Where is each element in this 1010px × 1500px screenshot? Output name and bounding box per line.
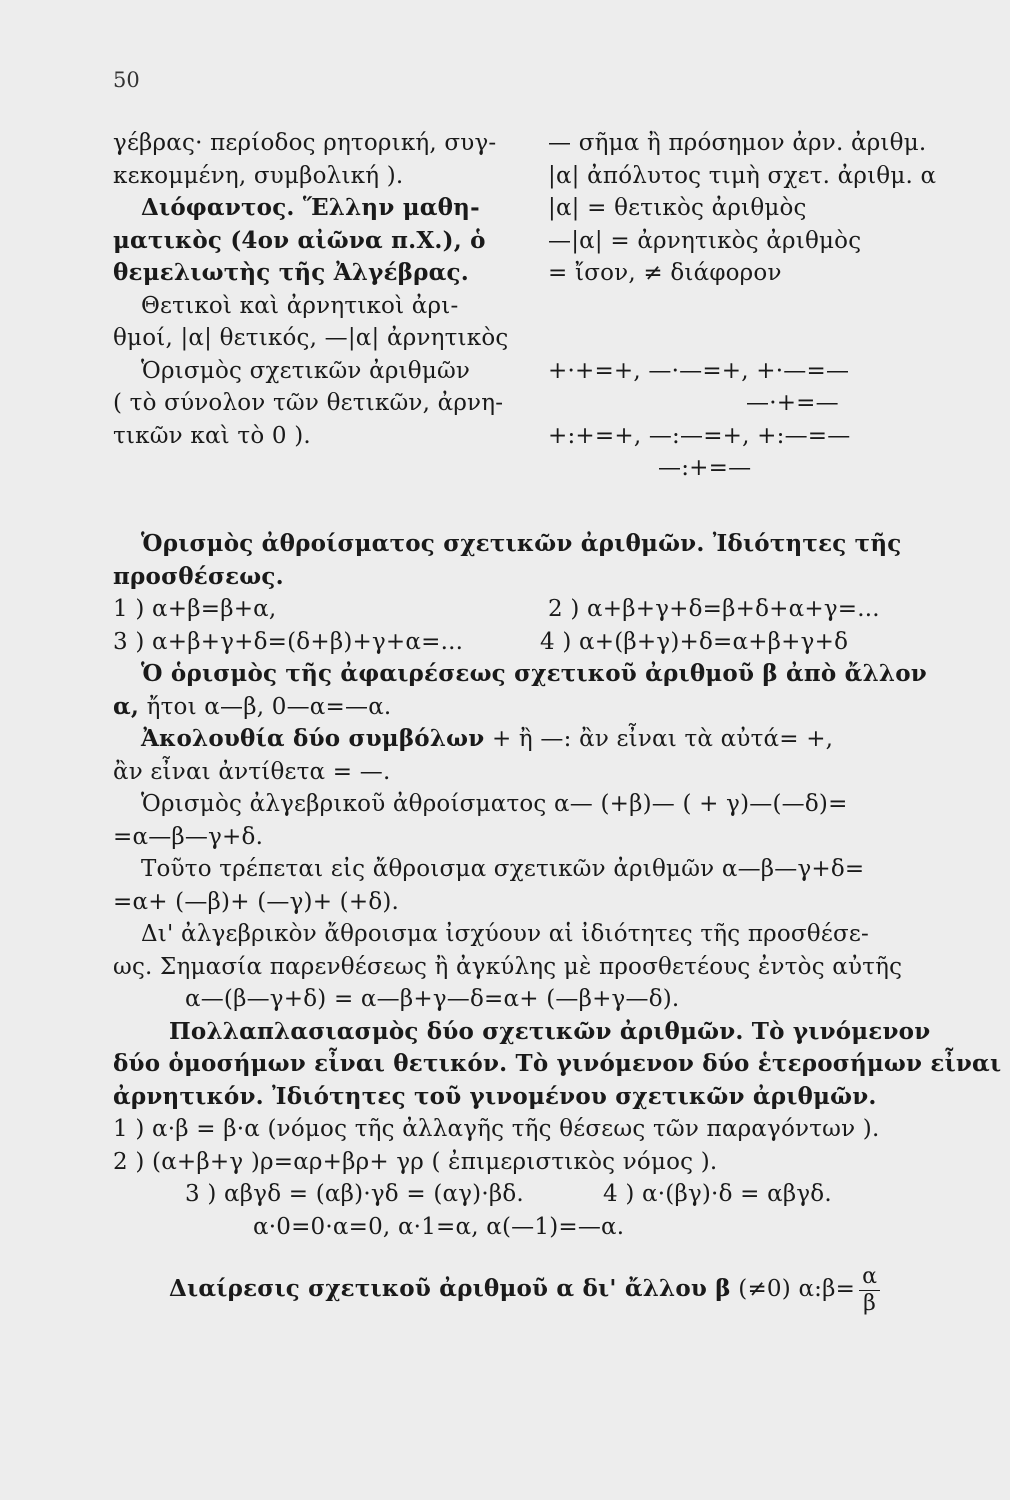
property-1: 1 ) α+β=β+α, [113,596,277,622]
subtraction-text: ἤτοι α—β, 0—α=—α. [146,693,392,720]
division-expression: α:β= [798,1276,856,1302]
algebraic-sum-line-2: =α—β—γ+δ. [113,823,264,850]
heading-sum-cont: προσθέσεως. [113,562,284,590]
multiplication-law-1: 1 ) α·β = β·α (νόμος τῆς ἀλλαγῆς τῆς θέσεως τῶν παραγόντων ). [113,1116,880,1142]
right-line-7 [548,322,968,355]
heading-sum: Ὁρισμὸς ἀθροίσματος σχετικῶν ἀριθμῶν. Ἰδιότητες τῆς [141,530,902,557]
left-line-2: κεκομμένη, συμβολική ). [113,162,404,189]
right-line-5: = ἴσον, ≠ διάφορον [548,260,782,286]
left-line-4: ματικὸς (4ον αἰῶνα π.Χ.), ὁ [113,226,486,254]
conversion-line-1: Τοῦτο τρέπεται εἰς ἄθροισμα σχετικῶν ἀριθμῶν α—β—γ+δ= [141,856,865,882]
multiplication-law-3: 3 ) αβγδ = (αβ)·γδ = (αγ)·βδ. [185,1181,524,1207]
main-body [113,528,1002,1316]
property-row-1 [113,593,963,626]
left-line-7: θμοί, |α| θετικός, —|α| ἀρνητικὸς [113,325,509,351]
spacer [113,1243,963,1265]
left-line-6: Θετικοὶ καὶ ἀρνητικοὶ ἀρι- [141,292,459,319]
multiplication-law-4: 4 ) α·(βγ)·δ = αβγδ. [603,1181,832,1207]
multiplication-law-2: 2 ) (α+β+γ )ρ=αρ+βρ+ γρ ( ἐπιμεριστικὸς νόμος ). [113,1148,718,1175]
property-2: 2 ) α+β+γ+δ=β+δ+α+γ=... [548,596,880,622]
heading-division-row [113,1263,963,1316]
property-4: 4 ) α+(β+γ)+δ=α+β+γ+δ [540,628,849,655]
fraction-denominator: β [863,1290,877,1316]
left-line-3: Διόφαντος. Ἕλλην μαθη- [141,194,480,221]
subtraction-cont [113,691,963,724]
heading-subtraction: Ὁ ὁρισμὸς τῆς ἀφαιρέσεως σχετικοῦ ἀριθμοῦ β ἀπὸ ἄλλον [141,660,927,687]
left-line-9: ( τὸ σύνολον τῶν θετικῶν, ἀρνη- [113,390,504,416]
left-line-1: γέβρας· περίοδος ρητορική, συγ- [113,130,497,156]
fraction-numerator: α [859,1266,880,1291]
conversion-line-2: =α+ (—β)+ (—γ)+ (+δ). [113,888,400,915]
property-3: 3 ) α+β+γ+δ=(δ+β)+γ+α=... [113,628,464,655]
heading-multiplication-2: δύο ὁμοσήμων εἶναι θετικόν. Τὸ γινόμενον δύο ἑτεροσήμων εἶναι [113,1050,1002,1077]
right-line-1: — σῆμα ἢ πρόσημον ἀρν. ἀριθμ. [548,130,927,156]
property-row-2 [113,626,963,659]
page-number: 50 [113,68,140,92]
right-line-2: |α| ἀπόλυτος τιμὴ σχετ. ἀριθμ. α [548,162,937,189]
heading-multiplication-3: ἀρνητικόν. Ἰδιότητες τοῦ γινομένου σχετικῶν ἀριθμῶν. [113,1082,877,1110]
left-line-5: θεμελιωτὴς τῆς Ἀλγέβρας. [113,259,469,286]
left-line-8: Ὁρισμὸς σχετικῶν ἀριθμῶν [141,357,471,384]
sequence-line [113,723,963,756]
right-line-9: —·+=— [746,390,839,416]
right-line-4: —|α| = ἀρνητικὸς ἀριθμὸς [548,227,862,254]
right-line-6 [548,290,968,323]
properties-apply-line-2: ως. Σημασία παρενθέσεως ἢ ἀγκύλης μὲ προσθετέους ἐντὸς αὐτῆς [113,953,903,980]
right-line-8: +·+=+, —·—=+, +·—=— [548,357,850,384]
division-fraction [859,1263,880,1316]
sequence-rule: + ἢ —: ἂν εἶναι τὰ αὐτά= +, [491,726,834,752]
heading-multiplication-1: Πολλαπλασιασμὸς δύο σχετικῶν ἀριθμῶν. Τὸ γινόμενον [169,1017,931,1045]
multiplication-zero-one: α·0=0·α=0, α·1=α, α(—1)=—α. [253,1213,625,1240]
left-line-10: τικῶν καὶ τὸ 0 ). [113,422,311,449]
sequence-heading: Ἀκολουθία δύο συμβόλων [141,725,485,752]
parenthesis-example: α—(β—γ+δ) = α—β+γ—δ=α+ (—β+γ—δ). [185,986,680,1012]
heading-division: Διαίρεσις σχετικοῦ ἀριθμοῦ α δι' ἄλλου β [169,1275,731,1302]
multiplication-law-3-row [113,1178,963,1211]
division-condition: (≠0) [738,1276,791,1302]
right-column [548,127,968,485]
subtraction-alpha: α, [113,692,140,720]
sequence-line-2: ἂν εἶναι ἀντίθετα = —. [113,758,391,785]
algebraic-sum-line-1: Ὁρισμὸς ἀλγεβρικοῦ ἀθροίσματος α— (+β)— ( + γ)—(—δ)= [141,791,848,817]
right-line-3: |α| = θετικὸς ἀριθμὸς [548,195,807,221]
properties-apply-line-1: Δι' ἀλγεβρικὸν ἄθροισμα ἰσχύουν αἱ ἰδιότητες τῆς προσθέσε- [141,921,869,947]
right-line-10: +:+=+, —:—=+, +:—=— [548,422,851,449]
left-column [113,127,533,452]
right-line-11: —:+=— [658,455,752,481]
